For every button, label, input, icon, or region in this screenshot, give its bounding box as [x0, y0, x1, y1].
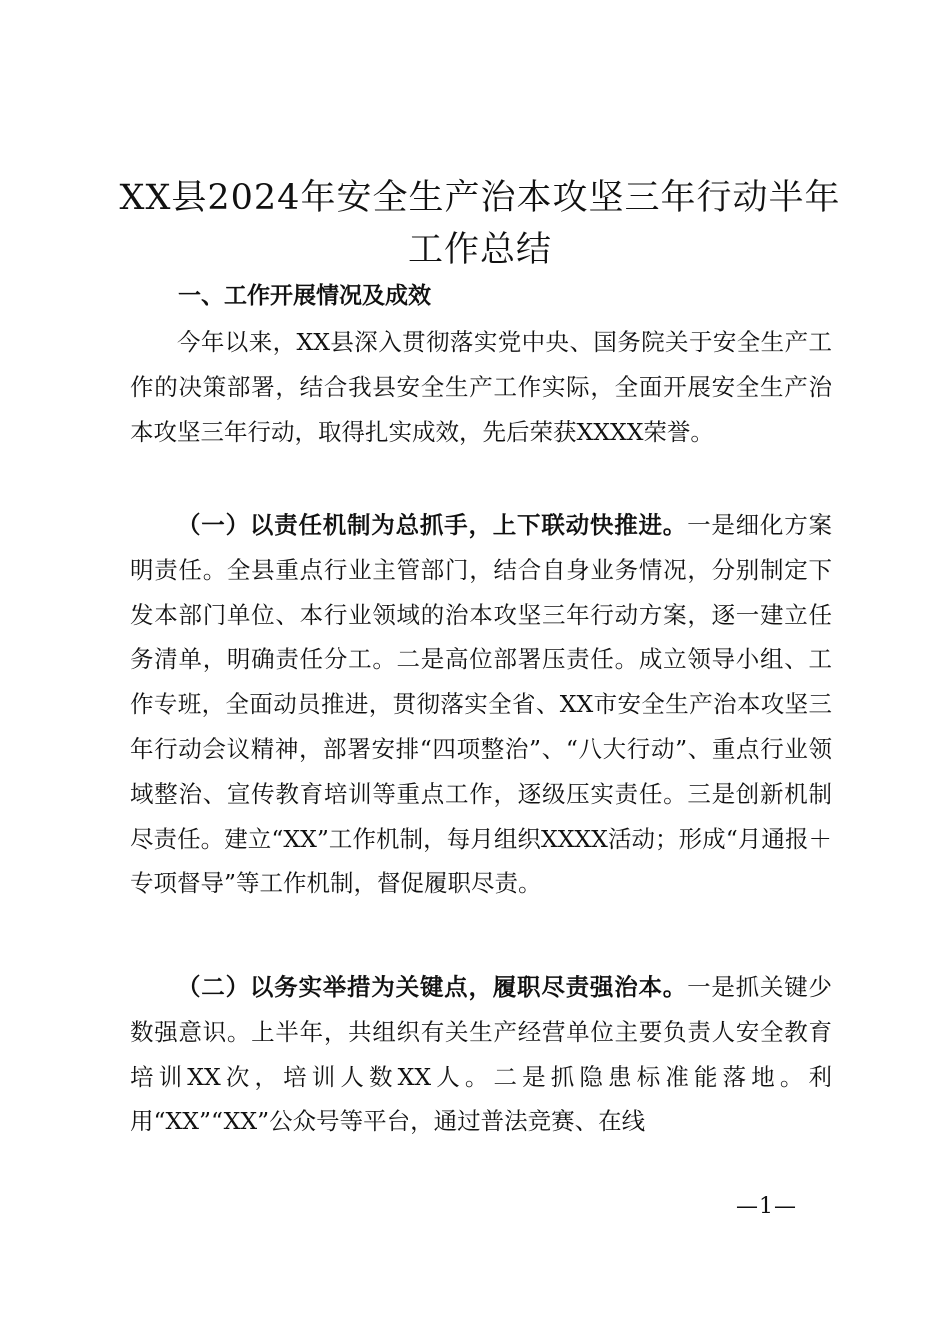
paragraph-2-content — [130, 503, 832, 906]
paragraph-2 — [130, 503, 832, 906]
paragraph-1-text: 今年以来，XX县深入贯彻落实党中央、国务院关于安全生产工作的决策部署，结合我县安全生产工作实际，全面开展安全生产治本攻坚三年行动，取得扎实成效，先后荣获XXXX荣誉。 — [130, 328, 832, 446]
section-heading: 一、工作开展情况及成效 — [178, 283, 431, 309]
paragraph-2-lead: （一）以责任机制为总抓手，上下联动快推进。 — [177, 511, 688, 539]
paragraph-2-text: 一是细化方案明责任。全县重点行业主管部门，结合自身业务情况，分别制定下发本部门单位、本行业领域的治本攻坚三年行动方案，逐一建立任务清单，明确责任分工。二是高位部署压责任。成立领导小组、工作专班，全面动员推进，贯彻落实全省、XX市安全生产治本攻坚三年行动会议精神，部署安排“四项整治”、“八大行动”、重点行业领域整治、宣传教育培训等重点工作，逐级压实责任。三是创新机制尽责任。建立“XX”工作机制，每月组织XXXX活动；形成“月通报＋专项督导”等工作机制，督促履职尽责。 — [130, 511, 833, 898]
paragraph-3 — [130, 965, 832, 1144]
paragraph-3-content — [130, 965, 832, 1144]
paragraph-3-lead: （二）以务实举措为关键点，履职尽责强治本。 — [177, 973, 688, 1001]
document-title: XX县2024年安全生产治本攻坚三年行动半年工作总结 — [119, 178, 841, 270]
paragraph-1 — [130, 320, 832, 454]
page-number: —1— — [736, 1194, 797, 1219]
paragraph-3-text: 一是抓关键少数强意识。上半年，共组织有关生产经营单位主要负责人安全教育培训XX次，培训人数XX人。二是抓隐患标准能落地。利用“XX”“XX”公众号等平台，通过普法竞赛、在线 — [130, 973, 833, 1136]
